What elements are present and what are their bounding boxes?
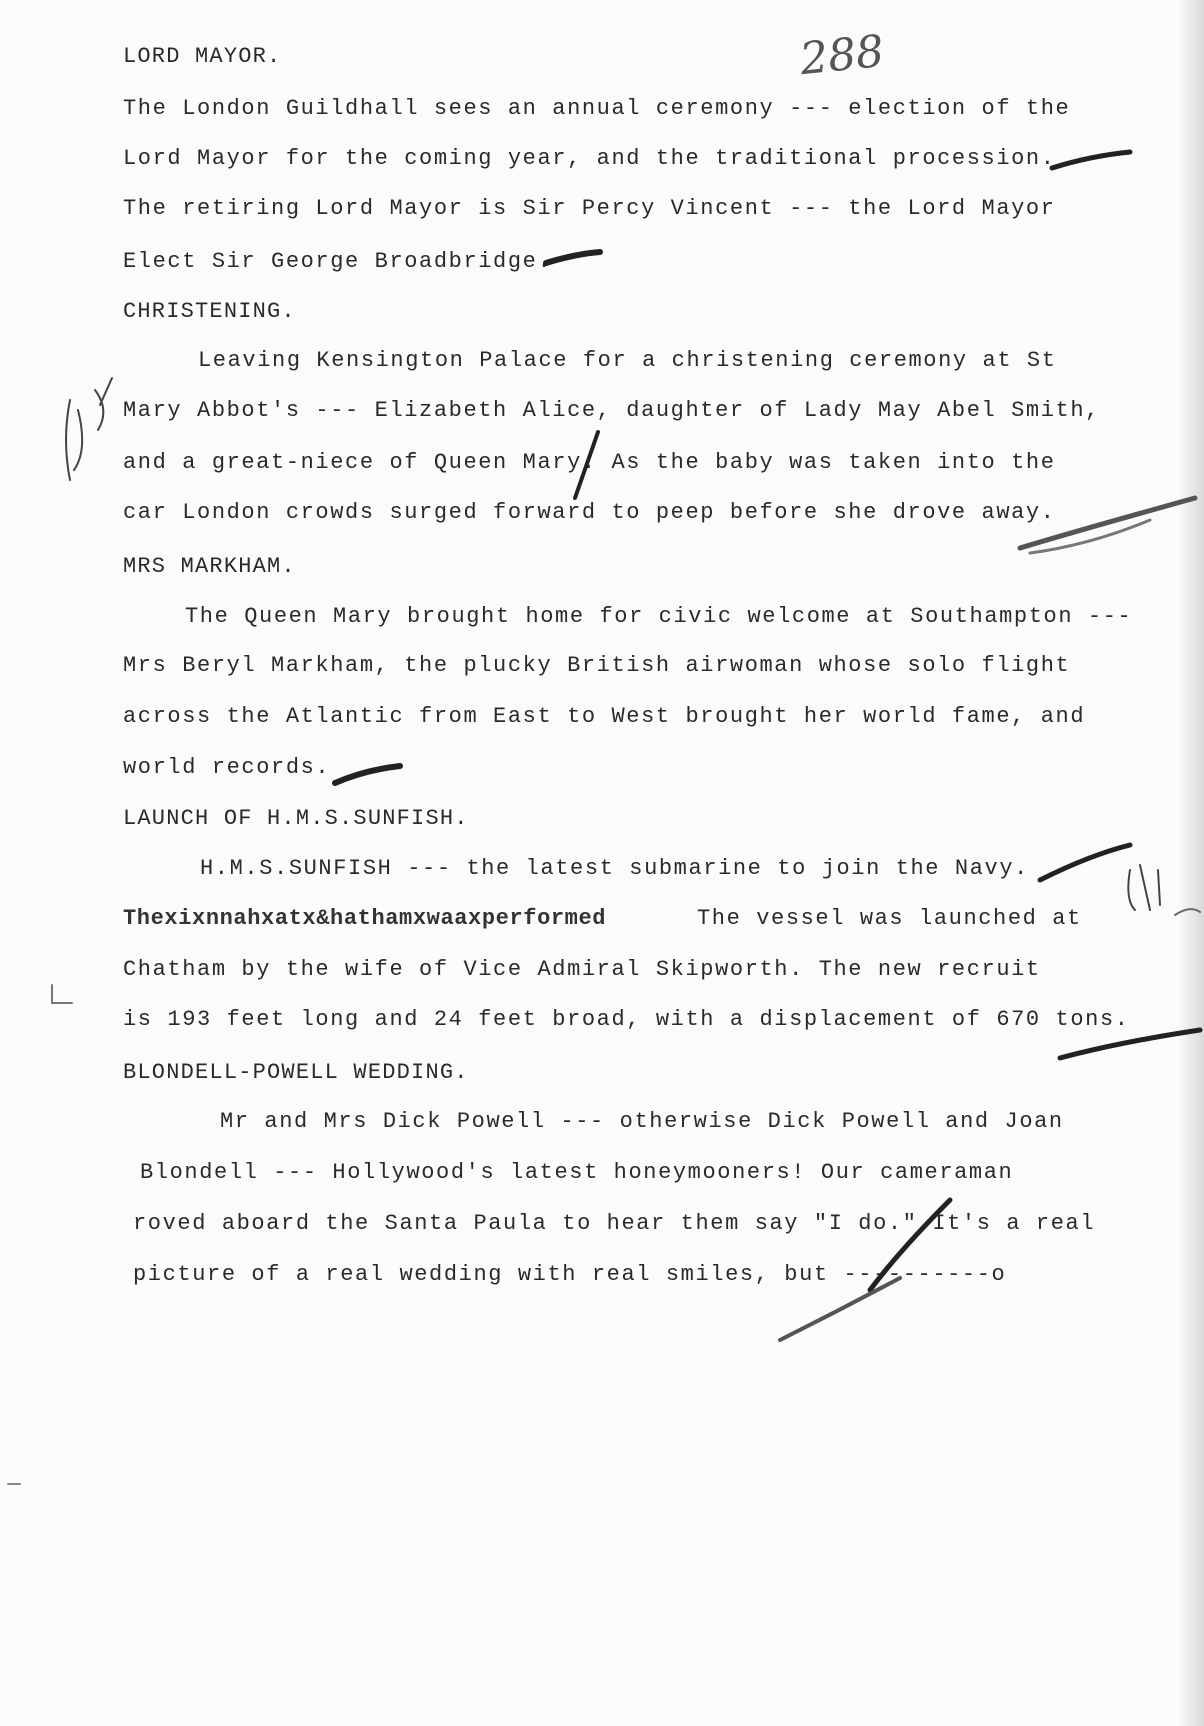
text-line: The retiring Lord Mayor is Sir Percy Vincent --- the Lord Mayor bbox=[123, 196, 1056, 221]
cut-mark bbox=[575, 432, 598, 498]
text-line: The London Guildhall sees an annual ceremony --- election of the bbox=[123, 96, 1071, 121]
cut-mark bbox=[1040, 845, 1130, 880]
margin-scribble bbox=[1175, 909, 1200, 915]
heading-christening: CHRISTENING. bbox=[123, 299, 296, 324]
margin-scribble bbox=[66, 378, 112, 480]
margin-scribble bbox=[1128, 865, 1160, 910]
cut-mark bbox=[1030, 520, 1150, 553]
text-line: The Queen Mary brought home for civic welcome at Southampton --- bbox=[185, 604, 1133, 629]
text-line: Mr and Mrs Dick Powell --- otherwise Dick Powell and Joan bbox=[220, 1109, 1064, 1134]
handwritten-page-number: 288 bbox=[797, 25, 887, 86]
heading-launch-sunfish: LAUNCH OF H.M.S.SUNFISH. bbox=[123, 806, 469, 831]
cut-mark bbox=[1020, 498, 1195, 548]
cut-mark bbox=[546, 252, 600, 263]
text-line: Chatham by the wife of Vice Admiral Skipworth. The new recruit bbox=[123, 957, 1041, 982]
text-line: is 193 feet long and 24 feet broad, with a displacement of 670 tons. bbox=[123, 1007, 1130, 1032]
text-line: and a great-niece of Queen Mary. As the baby was taken into the bbox=[123, 450, 1056, 475]
heading-lord-mayor: LORD MAYOR. bbox=[123, 44, 282, 69]
margin-bracket bbox=[52, 985, 72, 1003]
cut-mark bbox=[870, 1200, 950, 1290]
text-line: world records. bbox=[123, 755, 331, 780]
struck-out-text: Thexixnnahxatx&hathamxwaaxperformed bbox=[123, 906, 607, 931]
text-line: H.M.S.SUNFISH --- the latest submarine to join the Navy. bbox=[200, 856, 1029, 881]
text-line: Blondell --- Hollywood's latest honeymooners! Our cameraman bbox=[140, 1160, 1014, 1185]
text-line: Mary Abbot's --- Elizabeth Alice, daughter of Lady May Abel Smith, bbox=[123, 398, 1100, 423]
heading-mrs-markham: MRS MARKHAM. bbox=[123, 554, 296, 579]
text-line: Mrs Beryl Markham, the plucky British airwoman whose solo flight bbox=[123, 653, 1071, 678]
cut-mark bbox=[1060, 1030, 1200, 1058]
text-line: Leaving Kensington Palace for a christening ceremony at St bbox=[198, 348, 1057, 373]
text-line: Elect Sir George Broadbridge. bbox=[123, 249, 553, 274]
text-line: car London crowds surged forward to peep before she drove away. bbox=[123, 500, 1056, 525]
cut-mark bbox=[335, 766, 400, 783]
cut-mark bbox=[780, 1278, 900, 1340]
text-line: The vessel was launched at bbox=[697, 906, 1082, 931]
text-line: Lord Mayor for the coming year, and the traditional procession. bbox=[123, 146, 1056, 171]
text-line: roved aboard the Santa Paula to hear them say "I do." It's a real bbox=[133, 1211, 1096, 1236]
heading-blondell-powell-wedding: BLONDELL-POWELL WEDDING. bbox=[123, 1060, 469, 1085]
cut-mark bbox=[1052, 152, 1130, 168]
text-line: across the Atlantic from East to West brought her world fame, and bbox=[123, 704, 1086, 729]
text-line: picture of a real wedding with real smiles, but ----------o bbox=[133, 1262, 1007, 1287]
